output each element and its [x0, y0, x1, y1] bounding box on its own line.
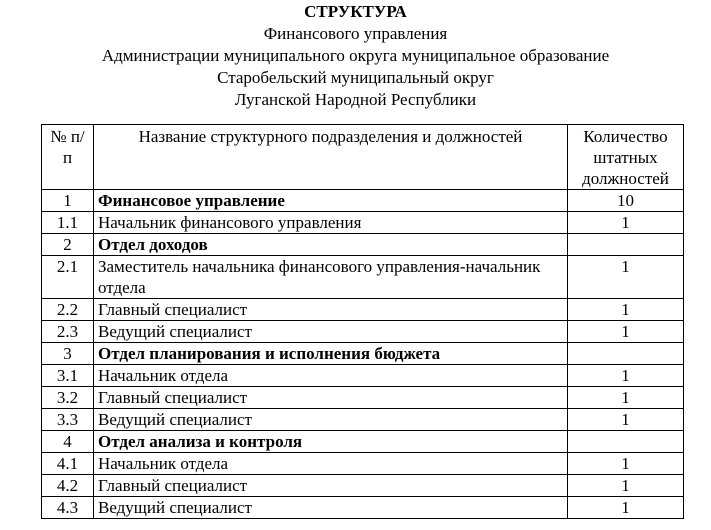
table-row: [42, 256, 684, 299]
row-name: Ведущий специалист: [94, 497, 568, 519]
table-row: [42, 321, 684, 343]
table-row: [42, 234, 684, 256]
row-name: Начальник отдела: [94, 365, 568, 387]
table-row: [42, 343, 684, 365]
row-number: 3.2: [42, 387, 94, 409]
row-number: 4.1: [42, 453, 94, 475]
table-body: [42, 190, 684, 519]
row-count: 1: [568, 321, 684, 343]
row-count: 10: [568, 190, 684, 212]
row-name: Ведущий специалист: [94, 321, 568, 343]
table-row: [42, 387, 684, 409]
row-count: 1: [568, 212, 684, 234]
row-count: 1: [568, 497, 684, 519]
table-row: [42, 475, 684, 497]
row-number: 2.3: [42, 321, 94, 343]
row-number: 4: [42, 431, 94, 453]
column-header-name: Название структурного подразделения и должностей: [94, 125, 568, 190]
row-count: 1: [568, 409, 684, 431]
row-number: 1.1: [42, 212, 94, 234]
row-number: 2: [42, 234, 94, 256]
row-name: Главный специалист: [94, 387, 568, 409]
header-line-4: Луганской Народной Республики: [234, 90, 477, 109]
row-name: Заместитель начальника финансового управления-начальник отдела: [94, 256, 568, 299]
row-count: 1: [568, 475, 684, 497]
document-header: [0, 0, 711, 111]
row-count: [568, 343, 684, 365]
column-header-count: Количество штатных должностей: [568, 125, 684, 190]
row-count: [568, 234, 684, 256]
row-number: 3: [42, 343, 94, 365]
table-row: [42, 365, 684, 387]
header-line-2: Администрации муниципального округа муниципальное образование: [101, 46, 610, 65]
row-count: 1: [568, 365, 684, 387]
row-number: 1: [42, 190, 94, 212]
row-number: 4.2: [42, 475, 94, 497]
row-name: Отдел доходов: [94, 234, 568, 256]
column-header-num: № п/п: [42, 125, 94, 190]
document-title: СТРУКТУРА: [304, 2, 407, 21]
row-name: Ведущий специалист: [94, 409, 568, 431]
row-name: Отдел планирования и исполнения бюджета: [94, 343, 568, 365]
table-row: [42, 212, 684, 234]
row-count: 1: [568, 453, 684, 475]
table-row: [42, 431, 684, 453]
row-name: Начальник отдела: [94, 453, 568, 475]
row-number: 2.1: [42, 256, 94, 299]
row-count: [568, 431, 684, 453]
table-header-row: [42, 125, 684, 190]
row-name: Финансовое управление: [94, 190, 568, 212]
row-count: 1: [568, 387, 684, 409]
table-row: [42, 190, 684, 212]
table-row: [42, 453, 684, 475]
table-row: [42, 299, 684, 321]
row-count: 1: [568, 256, 684, 299]
structure-table: [41, 124, 684, 519]
row-name: Главный специалист: [94, 475, 568, 497]
row-number: 2.2: [42, 299, 94, 321]
row-name: Главный специалист: [94, 299, 568, 321]
row-count: 1: [568, 299, 684, 321]
row-number: 3.3: [42, 409, 94, 431]
header-line-1: Финансового управления: [263, 24, 448, 43]
row-name: Отдел анализа и контроля: [94, 431, 568, 453]
row-name: Начальник финансового управления: [94, 212, 568, 234]
row-number: 3.1: [42, 365, 94, 387]
table-row: [42, 497, 684, 519]
row-number: 4.3: [42, 497, 94, 519]
table-row: [42, 409, 684, 431]
header-line-3: Старобельский муниципальный округ: [217, 68, 494, 87]
